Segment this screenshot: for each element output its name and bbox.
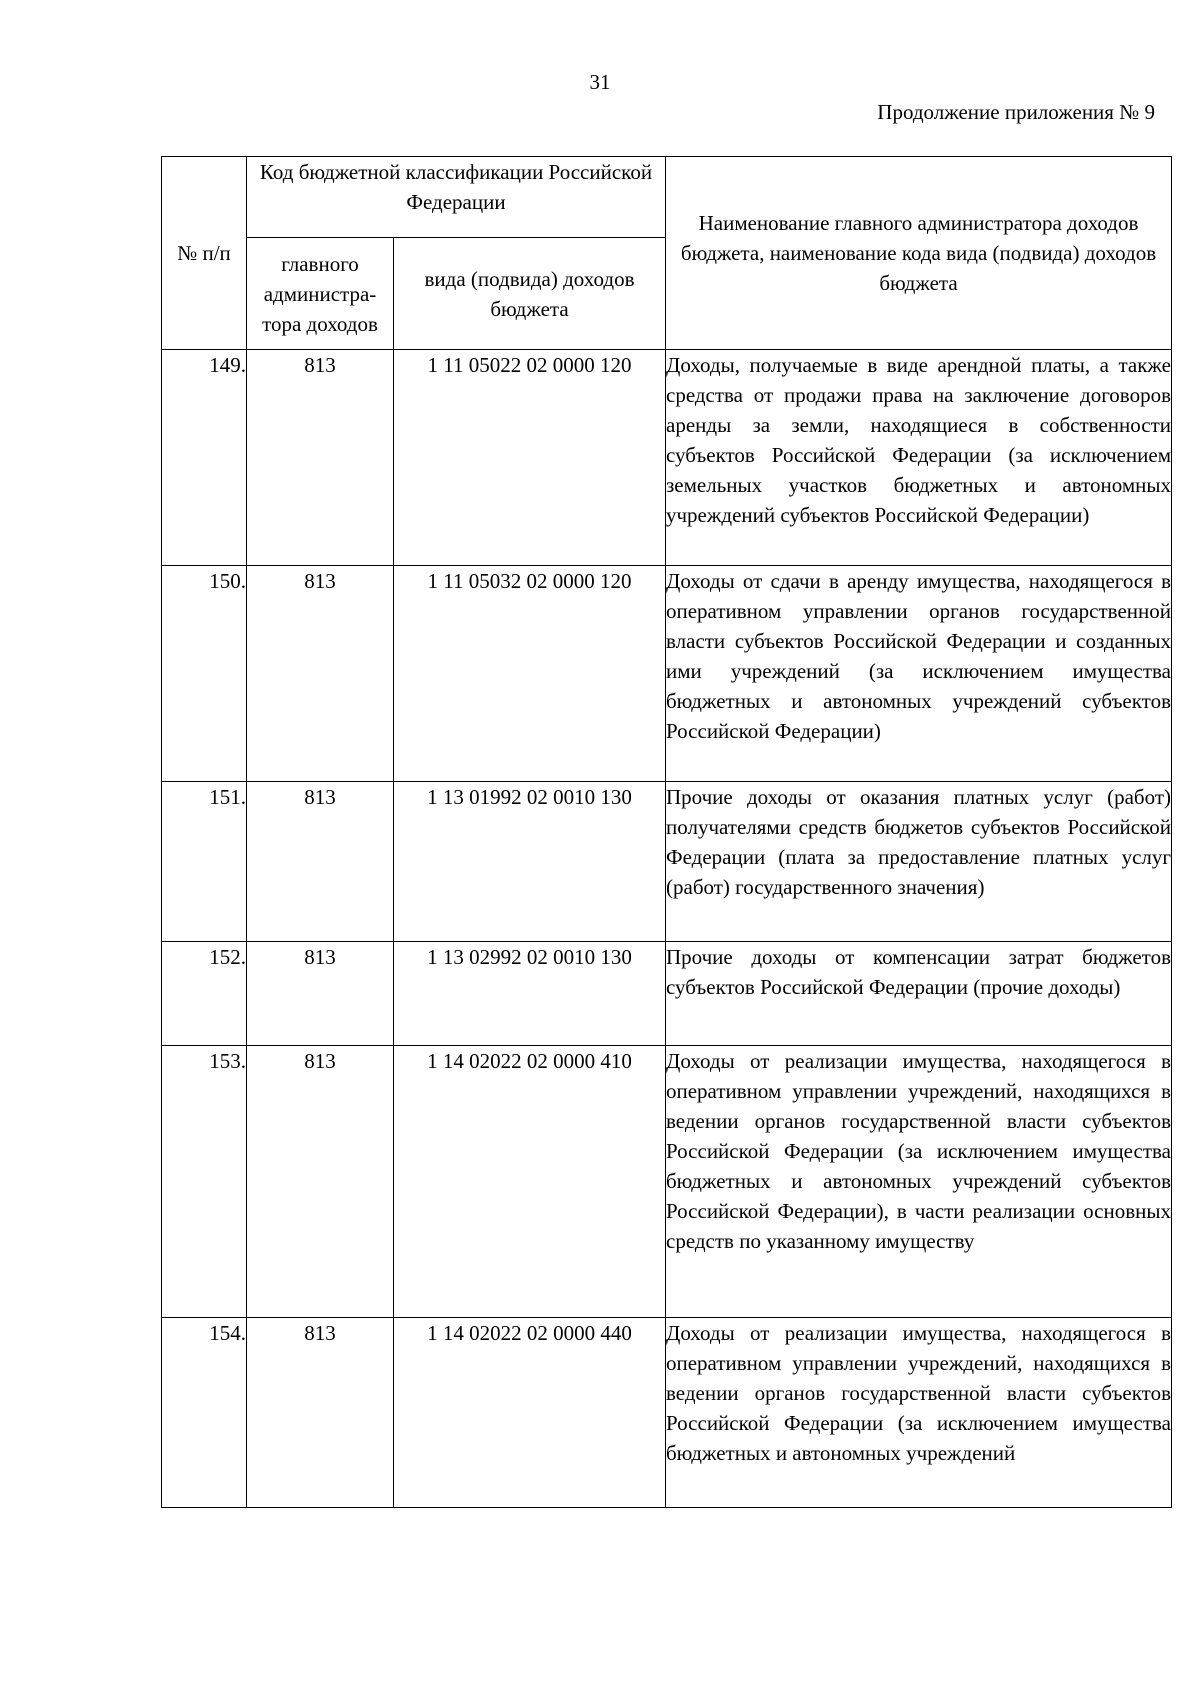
table-row — [162, 942, 1172, 1046]
revenue-code: 1 11 05032 02 0000 120 — [394, 566, 666, 782]
revenue-code: 1 11 05022 02 0000 120 — [394, 350, 666, 566]
revenue-code: 1 13 01992 02 0010 130 — [394, 782, 666, 942]
administrator-code: 813 — [247, 942, 394, 1046]
header-administrator-name: Наименование главного администратора доходов бюджета, наименование кода вида (подвида) доходов бюджета — [666, 157, 1172, 350]
table-row — [162, 1046, 1172, 1318]
row-number: 151. — [162, 782, 247, 942]
revenue-description: Прочие доходы от оказания платных услуг (работ) получателями средств бюджетов субъектов Российской Федерации (плата за предоставление платных услуг (работ) государственного значения) — [666, 782, 1172, 942]
revenue-code: 1 14 02022 02 0000 440 — [394, 1318, 666, 1508]
row-number: 154. — [162, 1318, 247, 1508]
page-number: 31 — [589, 70, 611, 94]
row-number: 152. — [162, 942, 247, 1046]
header-main-administrator: главного администра-тора доходов — [247, 238, 394, 350]
administrator-code: 813 — [247, 1046, 394, 1318]
row-number: 153. — [162, 1046, 247, 1318]
administrator-code: 813 — [247, 566, 394, 782]
administrator-code: 813 — [247, 350, 394, 566]
header-revenue-type-code: вида (подвида) доходов бюджета — [394, 238, 666, 350]
table-header — [162, 157, 1172, 350]
table-row — [162, 350, 1172, 566]
revenue-classification-table — [161, 156, 1172, 1508]
table-row — [162, 1318, 1172, 1508]
table-row — [162, 782, 1172, 942]
revenue-description: Доходы от реализации имущества, находящегося в оперативном управлении учреждений, находящихся в ведении органов государственной власти субъектов Российской Федерации (за исключением имущества бюджетных и автономных учреждений — [666, 1318, 1172, 1508]
row-number: 149. — [162, 350, 247, 566]
header-budget-classification-code: Код бюджетной классификации Российской Федерации — [247, 157, 666, 238]
revenue-code: 1 13 02992 02 0010 130 — [394, 942, 666, 1046]
table-row — [162, 566, 1172, 782]
appendix-continuation-label: Продолжение приложения № 9 — [877, 100, 1155, 124]
administrator-code: 813 — [247, 1318, 394, 1508]
header-row-number: № п/п — [162, 157, 247, 350]
revenue-code: 1 14 02022 02 0000 410 — [394, 1046, 666, 1318]
revenue-description: Прочие доходы от компенсации затрат бюджетов субъектов Российской Федерации (прочие доходы) — [666, 942, 1172, 1046]
row-number: 150. — [162, 566, 247, 782]
table-body — [162, 350, 1172, 1508]
revenue-description: Доходы от сдачи в аренду имущества, находящегося в оперативном управлении органов государственной власти субъектов Российской Федерации и созданных ими учреждений (за исключением имущества бюджетных и автономных учреждений субъектов Российской Федерации) — [666, 566, 1172, 782]
administrator-code: 813 — [247, 782, 394, 942]
revenue-description: Доходы, получаемые в виде арендной платы, а также средства от продажи права на заключение договоров аренды за земли, находящиеся в собственности субъектов Российской Федерации (за исключением земельных участков бюджетных и автономных учреждений субъектов Российской Федерации) — [666, 350, 1172, 566]
revenue-description: Доходы от реализации имущества, находящегося в оперативном управлении учреждений, находящихся в ведении органов государственной власти субъектов Российской Федерации (за исключением имущества бюджетных и автономных учреждений субъектов Российской Федерации), в части реализации основных средств по указанному имуществу — [666, 1046, 1172, 1318]
